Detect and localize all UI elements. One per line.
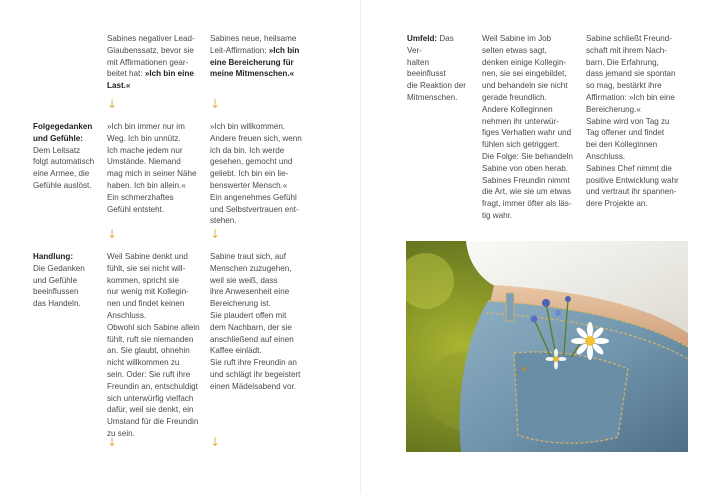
- positive-action-text: Sabine traut sich, auf Menschen zuzugehen, weil sie weiß, dass ihre Anwesenheit eine Bereicherung ist. Sie plaudert offen mit dem Nachbarn, der sie anschließend auf einen Kaffee einlädt. Sie ruft ihre Freundin an und schlägt ihr begeistert einen Mädelsabend vor.: [210, 252, 301, 391]
- down-arrow-icon: ↓: [210, 227, 221, 241]
- positive-environment-text: Sabine schließt Freund- schaft mit ihrem Nach- barn. Die Erfahrung, dass jemand sie spontan so mag, bestärkt ihre Affirmation: »Ich bin eine Bereicherung.« Sabine wird von Tag zu Tag offener und findet bei den Kolleginnen Anschluss. Sabines Chef nimmt die positive Entwicklung wahr und vertraut ihr spannen- dere Projekte an.: [586, 34, 679, 209]
- thoughts-row-label: Folgegedanken und Gefühle: Dem Leitsatz folgt automatisch eine Armee, die Gefühle auslöst.: [33, 122, 95, 190]
- down-arrow-icon: ↓: [107, 227, 118, 241]
- positive-thoughts-text: »Ich bin willkommen. Andere freuen sich, wenn ich da bin. Ich werde gesehen, gemocht und geliebt. Ich bin ein lie- benswerter Mensch.« Ein angenehmes Gefühl und Selbstvertrauen ent- stehen.: [210, 122, 302, 226]
- negative-lead-belief: Sabines negativer Lead- Glaubenssatz, bevor sie mit Affirmationen gear- beitet hat: »Ich bin eine Last.«: [107, 34, 195, 91]
- action-row-label: Handlung: Die Gedanken und Gefühle beeinflussen das Handeln.: [33, 252, 85, 309]
- down-arrow-icon: ↓: [107, 435, 118, 449]
- negative-environment-text: Weil Sabine im Job selten etwas sagt, denken einige Kollegin- nen, sie sei eingebildet, und behandeln sie nicht gerade freundlich. Andere Kolleginnen nehmen ihr unterwür- figes Verhalten wahr und fühlen sich getriggert. Die Folge: Sie behandeln Sabine von oben herab. Sabines Freundin nimmt die Art, wie sie um etwas fragt, immer öfter als läs- tig wahr.: [482, 34, 573, 220]
- positive-lead-affirmation: Sabines neue, heilsame Leit-Affirmation: »Ich bin eine Bereicherung für meine Mitmenschen.«: [210, 34, 300, 79]
- environment-row-label: Umfeld: Das Ver- halten beeinflusst die Reaktion der Mitmenschen.: [407, 34, 466, 102]
- negative-thoughts-text: »Ich bin immer nur im Weg. Ich bin unnütz. Ich mache jedem nur Umstände. Niemand mag mich in seiner Nähe haben. Ich bin allein.« Ein schmerzhaftes Gefühl entsteht.: [107, 122, 197, 214]
- negative-action-text: Weil Sabine denkt und fühlt, sie sei nicht will- kommen, spricht sie nur wenig mit Kollegin- nen und findet keinen Anschluss. Obwohl sich Sabine allein fühlt, ruft sie niemanden an. Sie glaubt, ohnehin nicht willkommen zu sein. Oder: Sie ruft ihre Freundin an, entschuldigt sich unterwürfig vielfach dafür, weil sie denkt, ein Umstand für die Freundin zu sein.: [107, 252, 200, 438]
- jeans-pocket-flowers-photo: [406, 241, 688, 452]
- down-arrow-icon: ↓: [210, 435, 221, 449]
- photo-illustration: [406, 241, 688, 452]
- down-arrow-icon: ↓: [107, 97, 118, 111]
- down-arrow-icon: ↓: [210, 97, 221, 111]
- page-gutter: [360, 0, 361, 494]
